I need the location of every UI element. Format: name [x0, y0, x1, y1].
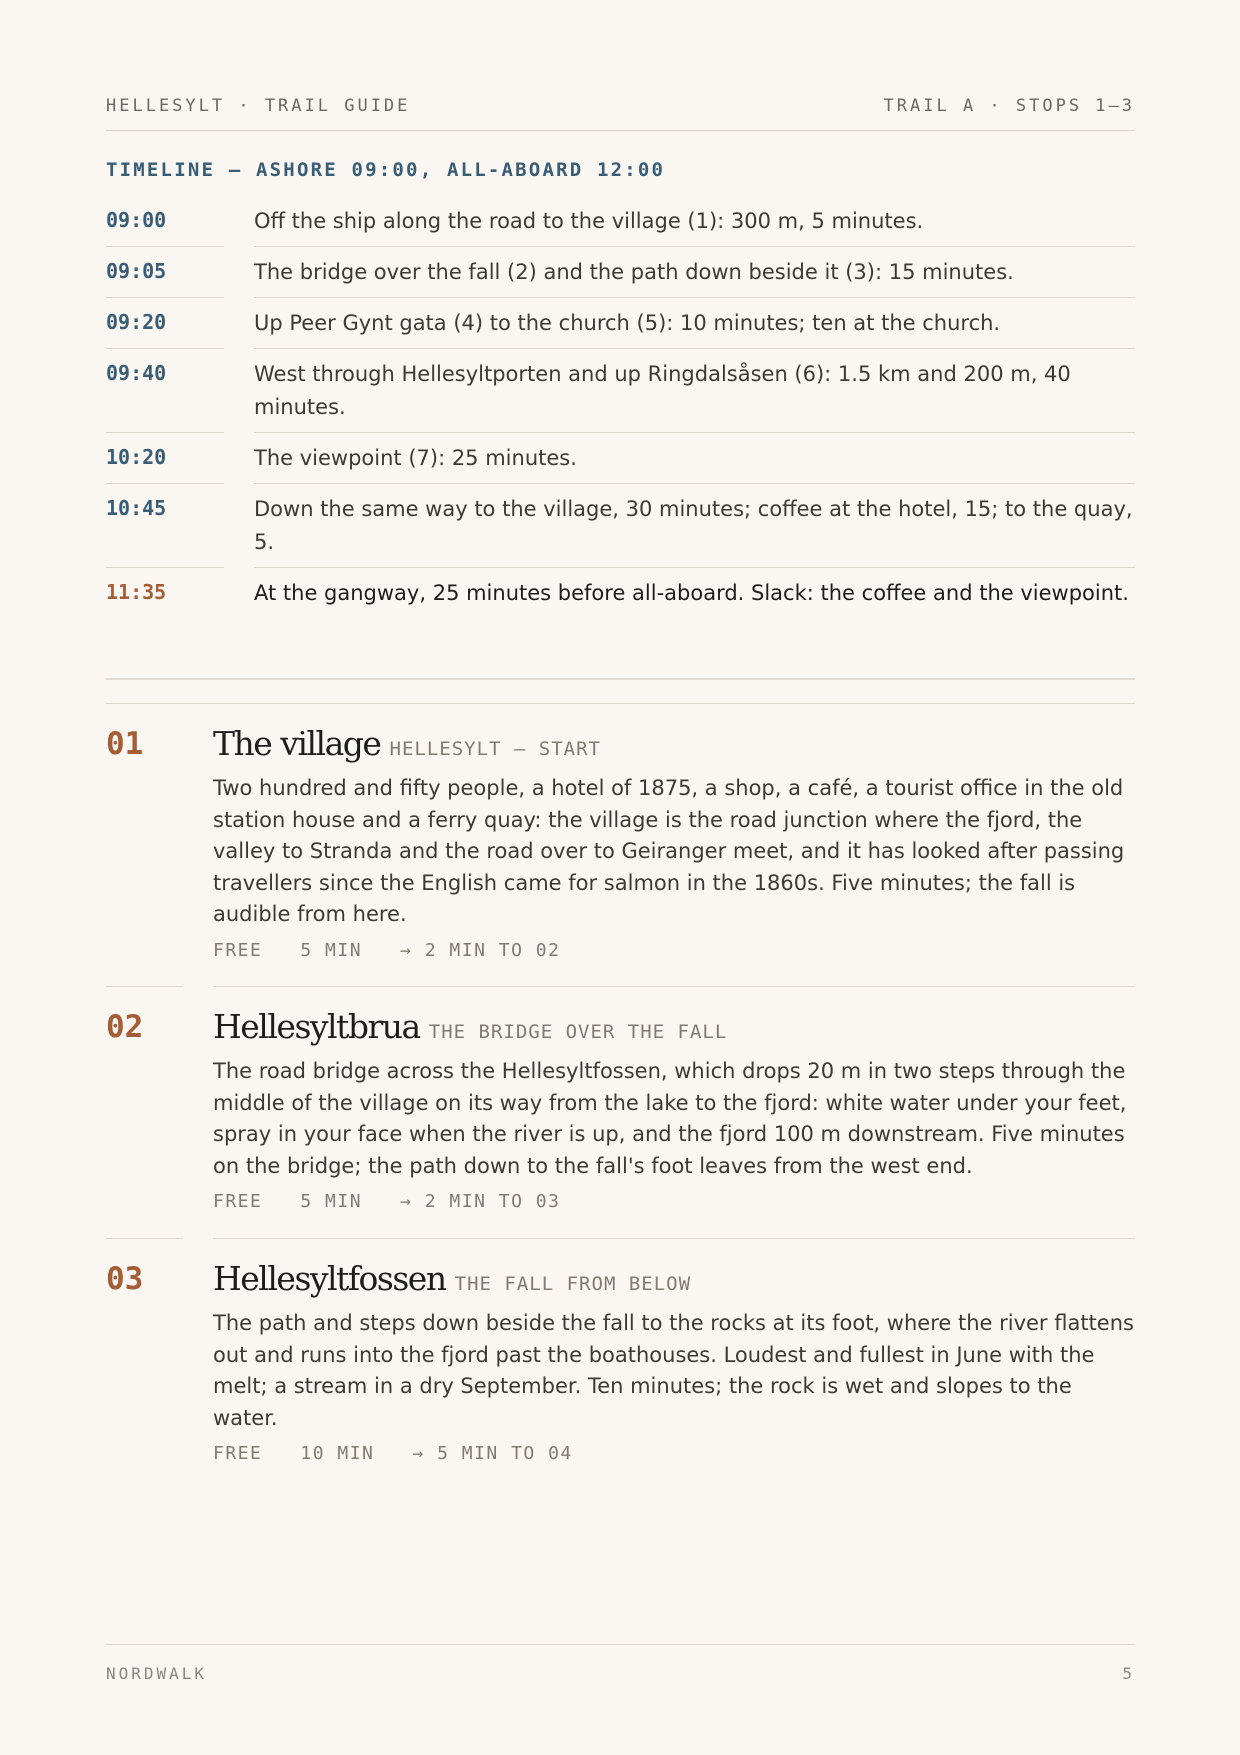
stop-meta: [213, 940, 1135, 961]
timeline-row-final: [106, 568, 1135, 618]
timeline-time: 11:35: [106, 580, 167, 604]
stop-description: The road bridge across the Hellesyltfossen, which drops 20 m in two steps through the middle of the village on its way from the lake to the fjord: white water under your feet, spray in your face when the river is up, and the fjord 100 m downstream. Five minutes on the bridge; the path down to the fall's foot leaves from the west end.: [213, 1059, 1127, 1178]
timeline-text: Down the same way to the village, 30 minutes; coffee at the hotel, 15; to the quay, 5.: [254, 484, 1135, 568]
stop-cost: FREE: [213, 1191, 263, 1212]
stop-duration: 5 MIN: [300, 1191, 363, 1212]
header-trail-info: TRAIL A · STOPS 1–3: [883, 96, 1135, 116]
stop-subtitle: THE FALL FROM BELOW: [454, 1273, 692, 1295]
stop-description: Two hundred and fifty people, a hotel of 1875, a shop, a café, a tourist office in the old station house and a ferry quay: the village is the road junction where the fjord, the valley to Stranda and the road over to Geiranger meet, and it has looked after passing travellers since the English came for salmon in the 1860s. Five minutes; the fall is audible from here.: [213, 776, 1125, 926]
stop-number: 02: [106, 1009, 144, 1045]
stop-name: Hellesyltbrua: [213, 1007, 420, 1046]
stop-heading: [213, 1259, 1135, 1298]
stop-cost: FREE: [213, 1443, 263, 1464]
section-divider: [106, 678, 1135, 680]
stop-divider: [213, 1238, 1135, 1239]
stop-next: → 2 MIN TO 02: [400, 939, 561, 961]
timeline-time: 10:20: [106, 433, 224, 484]
guide-page: [106, 0, 1135, 1755]
stop-name: The village: [213, 724, 381, 763]
timeline-text: Off the ship along the road to the village (1): 300 m, 5 minutes.: [254, 196, 1135, 247]
timeline-text: Up Peer Gynt gata (4) to the church (5): 10 minutes; ten at the church.: [254, 298, 1135, 349]
page-number: 5: [1122, 1664, 1135, 1683]
timeline-time: 09:00: [106, 196, 224, 247]
timeline-row: [106, 196, 1135, 247]
stop-heading: [213, 1007, 1135, 1046]
timeline-row: [106, 349, 1135, 433]
stop-meta: [213, 1443, 1135, 1464]
header-title: HELLESYLT · TRAIL GUIDE: [106, 96, 411, 116]
timeline-row: [106, 298, 1135, 349]
timeline-text: The bridge over the fall (2) and the path down beside it (3): 15 minutes.: [254, 247, 1135, 298]
page-footer: [106, 1664, 1135, 1683]
footer-brand: NORDWALK: [106, 1664, 208, 1683]
timeline-time: 10:45: [106, 484, 224, 568]
stop-description: The path and steps down beside the fall to the rocks at its foot, where the river flattens out and runs into the fjord past the boathouses. Loudest and fullest in June with the melt; a stream in a dry September. Ten minutes; the rock is wet and slopes to the water.: [213, 1311, 1134, 1430]
timeline-time: 09:20: [106, 298, 224, 349]
stop-duration: 5 MIN: [300, 939, 363, 961]
timeline-text: At the gangway, 25 minutes before all-aboard. Slack: the coffee and the viewpoint.: [254, 581, 1129, 605]
stop-divider: [106, 986, 183, 987]
stop-duration: 10 MIN: [300, 1443, 375, 1464]
stop-next: → 5 MIN TO 04: [412, 1443, 573, 1464]
stop-number: 01: [106, 726, 144, 762]
timeline-table: [106, 196, 1135, 618]
footer-rule: [106, 1644, 1135, 1645]
stop-subtitle: HELLESYLT — START: [389, 738, 601, 760]
timeline-row: [106, 247, 1135, 298]
timeline-time: 09:05: [106, 247, 224, 298]
timeline-row: [106, 484, 1135, 568]
stop-cost: FREE: [213, 939, 263, 961]
stop-number: 03: [106, 1261, 144, 1297]
stop-next: → 2 MIN TO 03: [400, 1191, 561, 1212]
stop-subtitle: THE BRIDGE OVER THE FALL: [428, 1021, 728, 1043]
running-header: [106, 96, 1135, 116]
stop-name: Hellesyltfossen: [213, 1259, 446, 1298]
timeline-title: TIMELINE — ASHORE 09:00, ALL-ABOARD 12:00: [106, 159, 666, 181]
stop-divider: [106, 1238, 183, 1239]
timeline-time: 09:40: [106, 349, 224, 433]
header-rule: [106, 130, 1135, 131]
stop-heading: [213, 724, 1135, 763]
stop-meta: [213, 1191, 1135, 1212]
stop-divider: [213, 986, 1135, 987]
section-divider: [106, 703, 1135, 704]
timeline-row: [106, 433, 1135, 484]
timeline-text: The viewpoint (7): 25 minutes.: [254, 433, 1135, 484]
timeline-text: West through Hellesyltporten and up Ringdalsåsen (6): 1.5 km and 200 m, 40 minutes.: [254, 349, 1135, 433]
